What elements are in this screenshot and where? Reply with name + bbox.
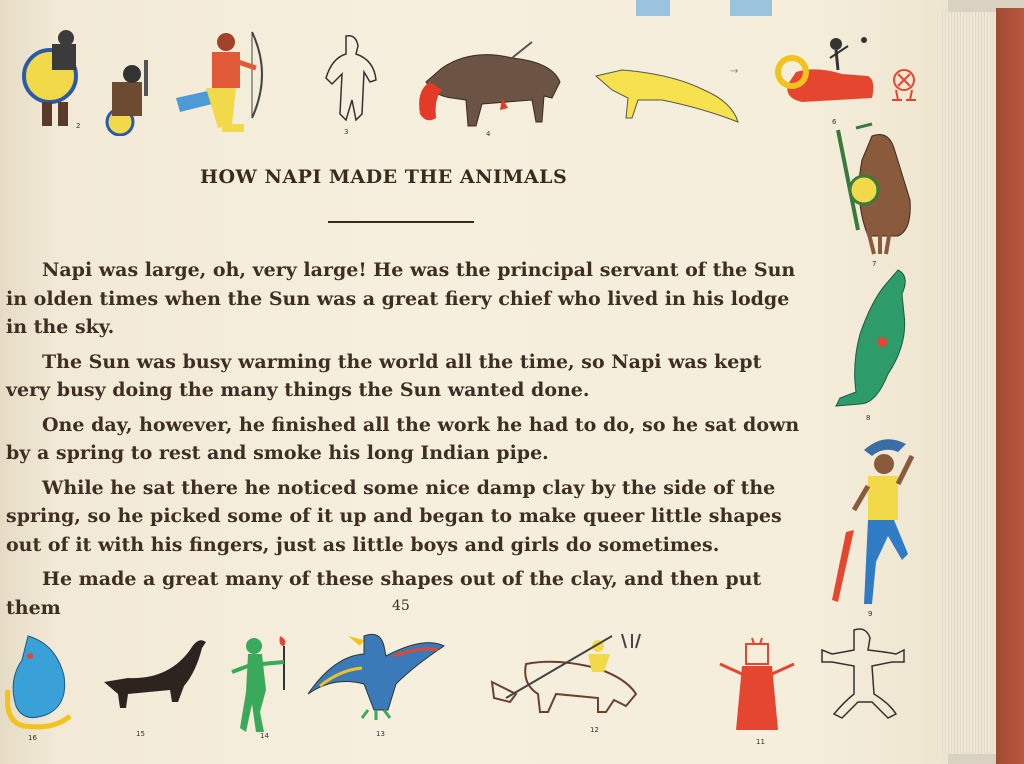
chapter-title: HOW NAPI MADE THE ANIMALS [200, 166, 568, 188]
svg-text:14: 14 [260, 732, 269, 740]
paragraph: One day, however, he finished all the work he had to do, so he sat down by a spring to rest and smoke his long Indian pipe. [6, 413, 800, 464]
page-number: 45 [392, 598, 410, 614]
svg-text:13: 13 [376, 730, 385, 738]
paragraph: Napi was large, oh, very large! He was the principal servant of the Sun in olden times when the Sun was a great fiery chief who lived in his lodge in the sky. [6, 259, 796, 338]
bookmark-tab [636, 0, 670, 16]
svg-text:8: 8 [866, 414, 871, 422]
red-robed-figure-icon [712, 634, 802, 748]
outline-lizard-figure-icon [816, 624, 912, 724]
svg-text:15: 15 [136, 730, 145, 738]
thunderbird-icon [304, 626, 446, 744]
green-dancer-icon [226, 632, 296, 744]
black-animal-icon [98, 632, 210, 742]
svg-text:→: → [730, 66, 739, 77]
svg-text:4: 4 [486, 130, 491, 138]
svg-text:12: 12 [590, 726, 599, 734]
dancing-warrior-icon [824, 432, 924, 622]
robed-figure-with-shield-icon [828, 120, 920, 268]
svg-text:9: 9 [868, 610, 873, 618]
svg-text:11: 11 [756, 738, 765, 746]
rider-on-ram-icon [772, 32, 922, 132]
paragraph: The Sun was busy warming the world all the time, so Napi was kept very busy doing the many things the Sun wanted done. [6, 350, 762, 401]
warrior-with-shield-icon [12, 24, 162, 136]
paragraph: He made a great many of these shapes out of the clay, and then put them [6, 568, 762, 619]
story-text [6, 256, 810, 628]
blue-creature-icon [4, 630, 84, 748]
kneeling-archer-icon [172, 28, 272, 138]
hunt-scene-icon [486, 628, 648, 738]
title-divider [328, 221, 474, 223]
paragraph: While he sat there he noticed some nice damp clay by the side of the spring, so he picked some of it up and began to make queer little shapes out of it with his fingers, just as little boys and girls do sometimes. [6, 476, 782, 556]
svg-text:2: 2 [76, 122, 81, 130]
outline-figure-icon [316, 30, 386, 136]
svg-text:7: 7 [872, 260, 877, 268]
green-bear-icon [826, 264, 918, 424]
svg-text:3: 3 [344, 128, 349, 136]
bookmark-tab [730, 0, 772, 16]
buffalo-icon [412, 38, 572, 138]
book-cover-edge [996, 8, 1024, 764]
svg-text:6: 6 [832, 118, 837, 126]
antelope-icon [592, 60, 742, 126]
svg-text:16: 16 [28, 734, 37, 742]
page-edges [940, 12, 1002, 754]
